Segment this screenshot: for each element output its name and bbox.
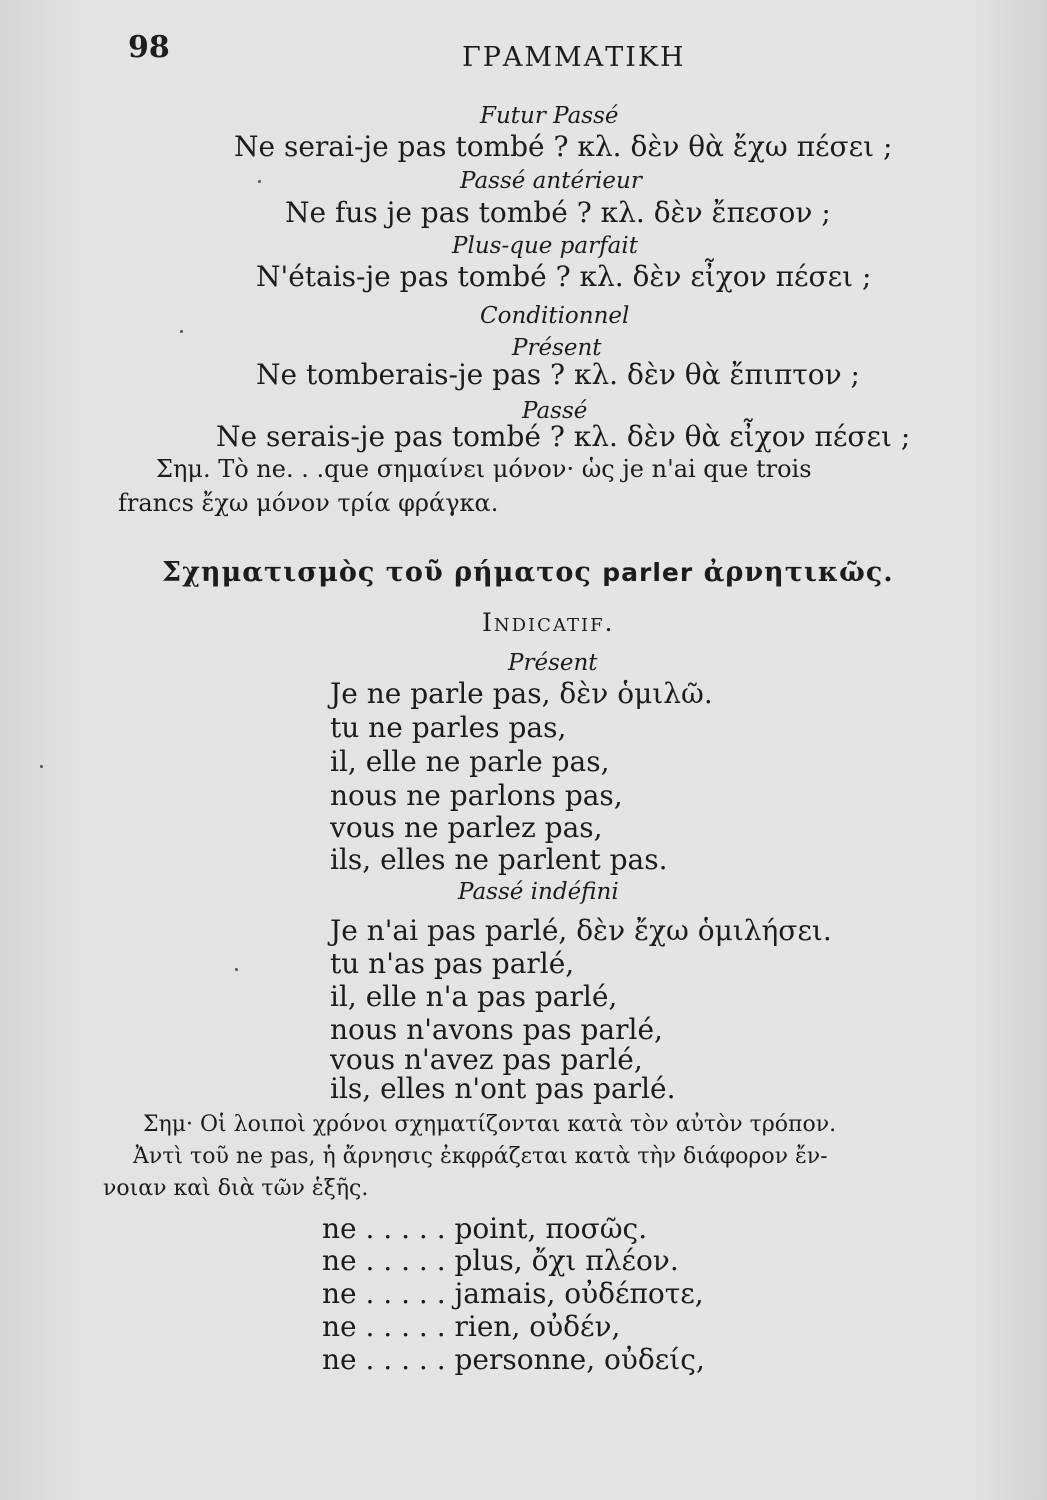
conjugation-line-conditionnel-present: Ne tomberais-je pas ? κλ. δὲν θὰ ἔπιπτον ;: [256, 358, 860, 391]
conjugation-line-plus-que-parfait: N'étais-je pas tombé ? κλ. δὲν εἶχον πέσει ;: [256, 260, 872, 293]
note-line: Σημ. Τὸ ne. . .que σημαίνει μόνον· ὡς je n'ai que trois: [156, 455, 812, 483]
negation-item: ne . . . . . jamais, οὐδέποτε,: [322, 1277, 704, 1310]
paper-speck: [40, 765, 43, 768]
conjugation-line: vous n'avez pas parlé,: [330, 1043, 643, 1076]
negation-item: ne . . . . . point, ποσῶς.: [322, 1212, 648, 1245]
note-line: Ἀντὶ τοῦ ne pas, ἡ ἄρνησις ἐκφράζεται κατὰ τὴν διάφορον ἔν-: [133, 1144, 828, 1169]
section-heading-verb: parler: [602, 558, 694, 587]
tense-heading-passe-anterieur: Passé antérieur: [460, 168, 642, 194]
conjugation-line: nous n'avons pas parlé,: [330, 1013, 663, 1046]
tense-heading-passe: Passé: [522, 398, 588, 424]
mood-heading-indicatif: Indicatif.: [482, 608, 615, 637]
section-heading-part1: Σχηματισμὸς τοῦ ρήματος: [162, 557, 592, 588]
mood-heading-conditionnel: Conditionnel: [480, 303, 630, 329]
section-heading: [162, 557, 894, 588]
tense-heading-plus-que-parfait: Plus-que parfait: [452, 233, 638, 259]
paper-speck: [180, 330, 183, 333]
conjugation-line: ils, elles n'ont pas parlé.: [330, 1072, 676, 1105]
negation-item: ne . . . . . personne, οὐδείς,: [322, 1343, 705, 1376]
tense-heading-futur-passe: Futur Passé: [480, 103, 619, 129]
paper-speck: [235, 968, 238, 971]
paper-speck: [258, 180, 261, 183]
conjugation-line: tu n'as pas parlé,: [330, 947, 575, 980]
conjugation-line-conditionnel-passe: Ne serais-je pas tombé ? κλ. δὲν θὰ εἶχον πέσει ;: [216, 420, 911, 453]
running-head: ΓΡΑΜΜΑΤΙΚΗ: [462, 42, 686, 73]
section-heading-part2: ἀρνητικῶς.: [703, 557, 894, 588]
conjugation-line: nous ne parlons pas,: [330, 779, 623, 812]
tense-heading-present: Présent: [512, 335, 602, 361]
conjugation-line-passe-anterieur: Ne fus je pas tombé ? κλ. δὲν ἔπεσον ;: [285, 196, 831, 229]
conjugation-line: il, elle n'a pas parlé,: [330, 980, 618, 1013]
tense-heading-passe-indefini: Passé indéfini: [458, 879, 619, 905]
conjugation-line: vous ne parlez pas,: [330, 811, 603, 844]
conjugation-line: ils, elles ne parlent pas.: [330, 843, 668, 876]
note-line: νοιαν καὶ διὰ τῶν ἑξῆς.: [103, 1176, 369, 1201]
conjugation-line: il, elle ne parle pas,: [330, 745, 610, 778]
conjugation-line: tu ne parles pas,: [330, 711, 567, 744]
note-line: francs ἔχω μόνον τρία φράγκα.: [118, 489, 499, 517]
note-line: Σημ· Οἱ λοιποὶ χρόνοι σχηματίζονται κατὰ τὸν αὐτὸν τρόπον.: [143, 1112, 837, 1137]
negation-item: ne . . . . . rien, οὐδέν,: [322, 1310, 621, 1343]
negation-item: ne . . . . . plus, ὄχι πλέον.: [322, 1244, 679, 1277]
conjugation-line: Je ne parle pas, δὲν ὁμιλῶ.: [330, 677, 713, 710]
conjugation-line: Je n'ai pas parlé, δὲν ἔχω ὁμιλήσει.: [330, 914, 832, 947]
tense-heading-present: Présent: [508, 650, 598, 676]
page-number: 98: [128, 30, 170, 65]
conjugation-line-futur-passe: Ne serai-je pas tombé ? κλ. δὲν θὰ ἔχω πέσει ;: [234, 130, 893, 163]
